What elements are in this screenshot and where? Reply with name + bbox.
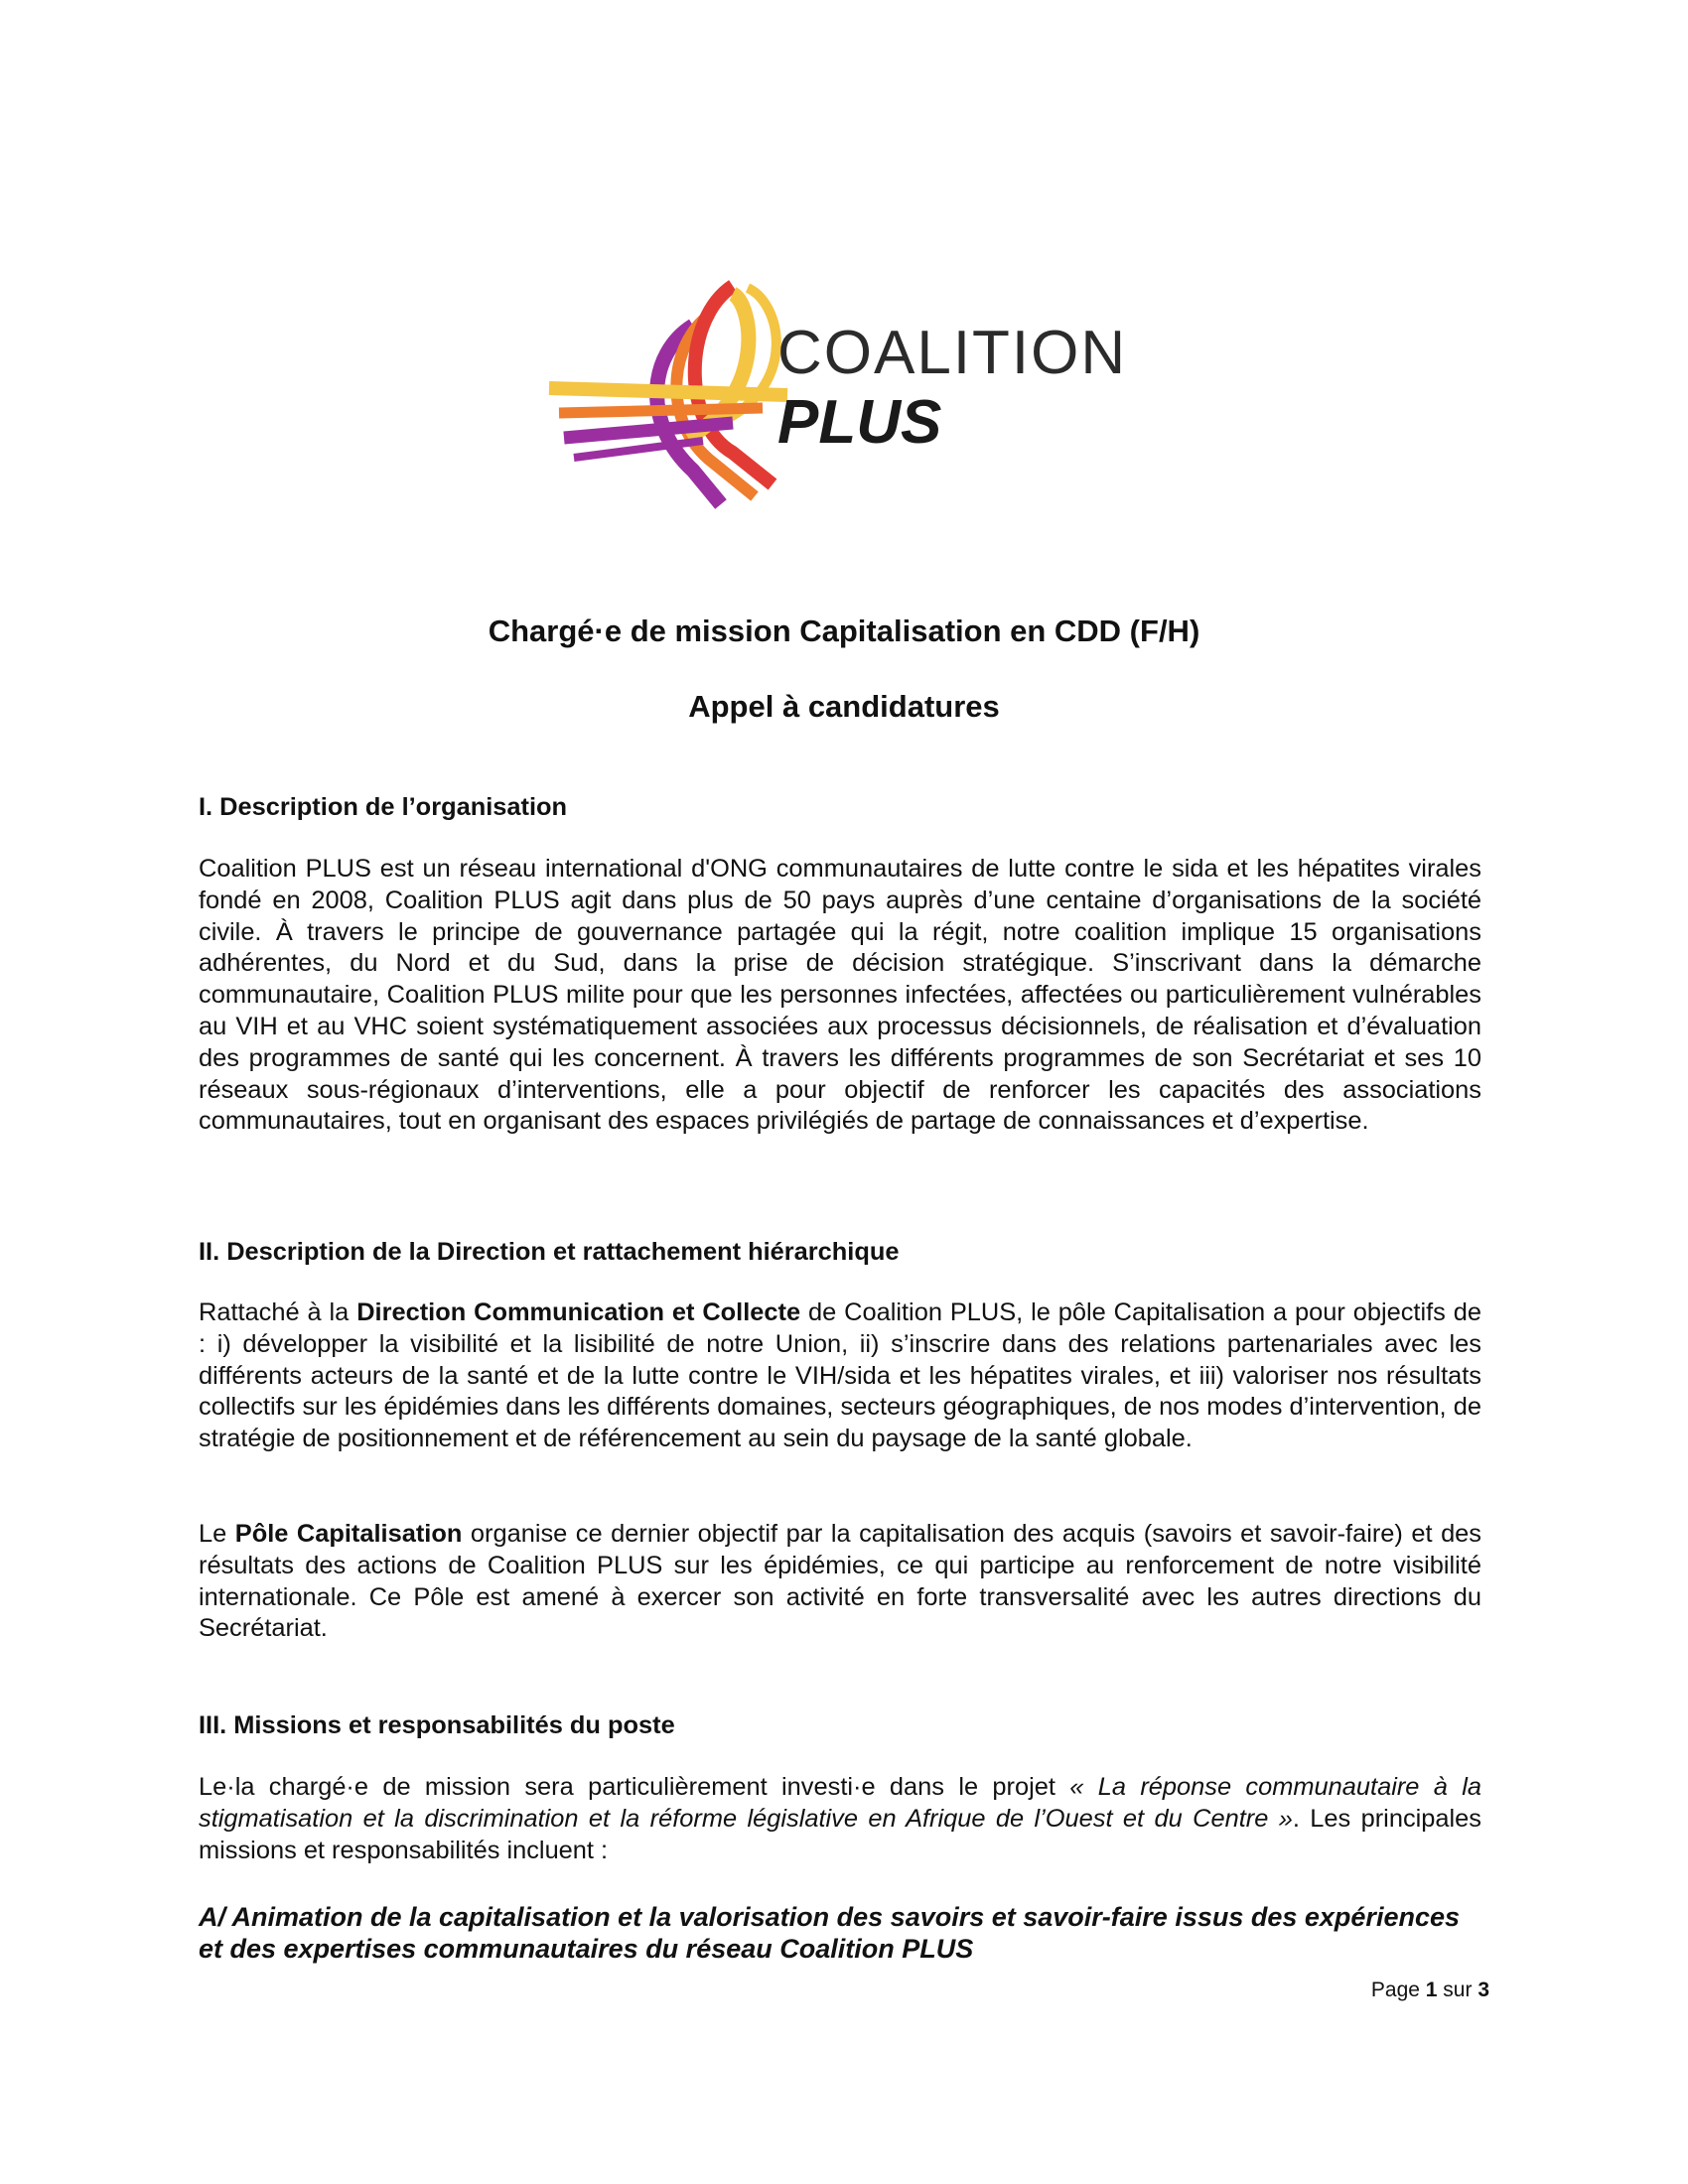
footer-middle: sur (1437, 1979, 1478, 2001)
text-run: Le·la chargé·e de mission sera particulièrement investi·e dans le projet (199, 1773, 1070, 1801)
text-run: Rattaché à la (199, 1298, 357, 1326)
project-name: « La réponse communautaire à la stigmatisation et la discrimination et la réforme législative en Afrique de l’Ouest et du Centre » (199, 1773, 1481, 1833)
section-heading-organisation: I. Description de l’organisation (199, 793, 568, 821)
text-run: . Les principales missions et responsabilités incluent : (199, 1804, 1481, 1864)
current-page-number: 1 (1425, 1979, 1438, 2001)
section-direction-paragraph-1 (199, 1297, 1481, 1455)
ribbon-emblem (549, 286, 787, 504)
logo-text-plus: PLUS (777, 388, 942, 457)
text-run: organise ce dernier objectif par la capitalisation des acquis (savoirs et savoir-faire) et des résultats des actions de Coalition PLUS sur les épidémies, ce qui participe au renforcement de notre visibilité internationale. Ce Pôle est amené à exercer son activité en forte transversalité avec les autres directions du Secrétariat. (199, 1520, 1482, 1643)
total-page-number: 3 (1477, 1979, 1489, 2001)
bold-text: Pôle Capitalisation (234, 1520, 463, 1548)
section-heading-direction: II. Description de la Direction et rattachement hiérarchique (199, 1238, 900, 1266)
footer-prefix: Page (1370, 1979, 1426, 2001)
missions-subheading-a: A/ Animation de la capitalisation et la valorisation des savoirs et savoir-faire issus des expériences et des expertises communautaires du réseau Coalition PLUS (199, 1902, 1461, 1964)
section-missions-paragraph (199, 1772, 1481, 1866)
section-direction-paragraph-2 (199, 1519, 1481, 1645)
logo-text-coalition: COALITION (777, 319, 1128, 387)
section-heading-missions: III. Missions et responsabilités du poste (199, 1711, 675, 1739)
text-run: de Coalition PLUS, le pôle Capitalisation a pour objectifs de : i) développer la visibilité et la lisibilité de notre Union, ii) s’inscrire dans des relations partenariales avec les différents acteurs de la santé et de la lutte contre le VIH/sida et les hépatites virales, et iii) valoriser nos résultats collectifs sur les épidémies dans les différents domaines, secteurs géographiques, de nos modes d’intervention, de stratégie de positionnement et de référencement au sein du paysage de la santé globale. (199, 1298, 1481, 1453)
job-title: Chargé·e de mission Capitalisation en CDD (F/H) (488, 614, 1200, 648)
coalition-plus-logo (544, 274, 1180, 532)
page-number-footer (1371, 1979, 1489, 2002)
call-for-applications-title: Appel à candidatures (688, 689, 1000, 724)
bold-text: Direction Communication et Collecte (356, 1298, 801, 1326)
text-run: Le (199, 1520, 235, 1548)
section-organisation-paragraph: Coalition PLUS est un réseau international d'ONG communautaires de lutte contre le sida et les hépatites virales fondé en 2008, Coalition PLUS agit dans plus de 50 pays auprès d’une centaine d’organisations de la société civile. À travers le principe de gouvernance partagée qui la régit, notre coalition implique 15 organisations adhérentes, du Nord et du Sud, dans la prise de décision stratégique. S’inscrivant dans la démarche communautaire, Coalition PLUS milite pour que les personnes infectées, affectées ou particulièrement vulnérables au VIH et au VHC soient systématiquement associées aux processus décisionnels, de réalisation et d’évaluation des programmes de santé qui les concernent. À travers les différents programmes de son Secrétariat et ses 10 réseaux sous-régionaux d’interventions, elle a pour objectif de renforcer les capacités des associations communautaires, tout en organisant des espaces privilégiés de partage de connaissances et d’expertise. (199, 855, 1481, 1136)
